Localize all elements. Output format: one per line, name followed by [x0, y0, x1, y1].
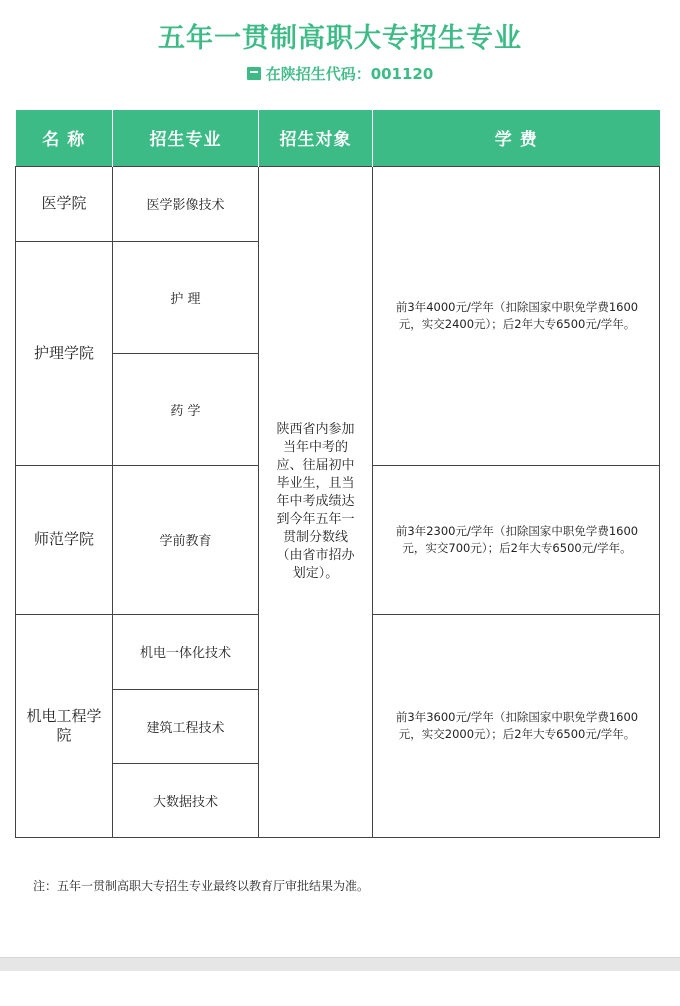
column-header-target: 招生对象 [259, 110, 373, 166]
table-row [16, 166, 660, 241]
major-cell: 学前教育 [113, 465, 259, 614]
column-header-name: 名 称 [16, 110, 113, 166]
footnote: 注：五年一贯制高职大专招生专业最终以教育厅审批结果为准。 [33, 879, 370, 893]
fee-cell: 前3年3600元/学年（扣除国家中职免学费1600元，实交2000元）；后2年大专6500元/学年。 [373, 614, 660, 837]
enrollment-code [0, 63, 680, 84]
college-cell: 医学院 [16, 166, 113, 241]
major-cell: 医学影像技术 [113, 166, 259, 241]
major-cell: 建筑工程技术 [113, 689, 259, 763]
table-header-row [16, 110, 660, 166]
enrollment-code-text: 在陕招生代码：001120 [265, 65, 434, 83]
bottom-scrollbar[interactable] [0, 957, 680, 971]
major-cell: 护 理 [113, 241, 259, 353]
fee-cell: 前3年2300元/学年（扣除国家中职免学费1600元，实交700元）；后2年大专6500元/学年。 [373, 465, 660, 614]
major-cell: 机电一体化技术 [113, 614, 259, 689]
fee-cell: 前3年4000元/学年（扣除国家中职免学费1600元，实交2400元）；后2年大专6500元/学年。 [373, 166, 660, 465]
column-header-major: 招生专业 [113, 110, 259, 166]
college-cell: 师范学院 [16, 465, 113, 614]
column-header-fee: 学 费 [373, 110, 660, 166]
page-title: 五年一贯制高职大专招生专业 [158, 23, 522, 54]
major-cell: 药 学 [113, 353, 259, 465]
major-cell: 大数据技术 [113, 763, 259, 837]
book-icon [247, 67, 261, 80]
college-cell: 护理学院 [16, 241, 113, 465]
majors-table [15, 110, 660, 838]
target-cell: 陕西省内参加当年中考的应、往届初中毕业生，且当年中考成绩达到今年五年一贯制分数线（由省市招办划定）。 [259, 166, 373, 837]
college-cell: 机电工程学院 [16, 614, 113, 837]
